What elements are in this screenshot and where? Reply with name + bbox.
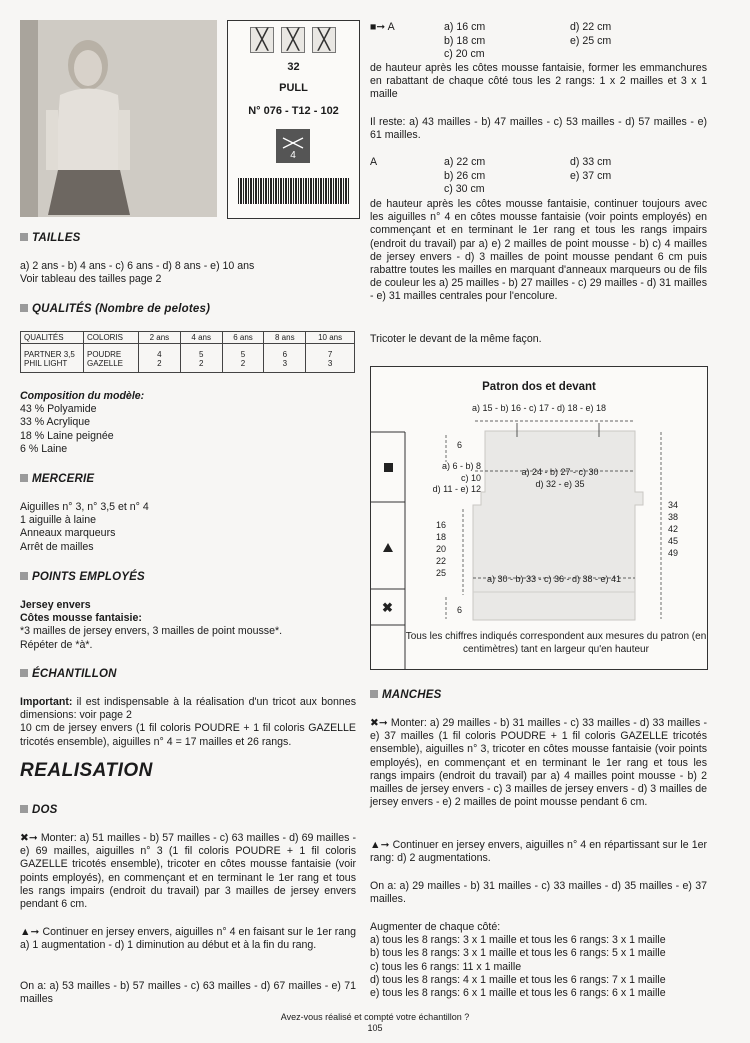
composition-item: 33 % Acrylique — [20, 416, 91, 429]
diagram-title: Patron dos et devant — [482, 381, 596, 393]
page-number: 105 — [367, 1023, 383, 1033]
realisation-title: REALISATION — [20, 760, 153, 781]
section-echantillon-heading: ÉCHANTILLON — [20, 668, 117, 681]
devant-paragraph: Tricoter le devant de la même façon. — [370, 333, 542, 345]
footer-question: Avez-vous réalisé et compté votre échantillon ? — [280, 1012, 470, 1022]
pattern-number: 32 — [287, 61, 300, 73]
list-item: 1 aiguille à laine — [20, 514, 96, 527]
left-height-labels: 16 18 20 22 25 — [435, 520, 446, 578]
composition-heading: Composition du modèle: — [20, 390, 145, 402]
coloris-2: GAZELLE — [87, 359, 124, 368]
yarn-table — [20, 331, 355, 373]
triangle-marker-icon — [383, 543, 393, 552]
coloris-cell — [84, 344, 139, 373]
point-cotes: Côtes mousse fantaisie: — [20, 612, 142, 625]
right-height-labels: 34 38 42 45 49 — [667, 500, 678, 558]
tri-heights-left: a) 22 cm b) 26 cm c) 30 cm — [444, 156, 486, 195]
sizes-note: Voir tableau des tailles page 2 — [20, 273, 162, 286]
mid-width-labels: a) 24 - b) 27 - c) 30 d) 32 - e) 35 — [521, 467, 599, 489]
bottom-height-label: 6 — [457, 605, 463, 615]
dos-paragraph-2: ▲➞ Continuer en jersey envers, aiguilles n° 4 en faisant sur le 1er rang a) 1 augmentation - d) 1 diminution au début et à la fin du rang. — [20, 926, 356, 952]
qty-cell: 5 2 — [222, 344, 264, 373]
reste-paragraph: Il reste: a) 43 mailles - b) 47 mailles - c) 53 mailles - d) 57 mailles - e) 61 mailles. — [370, 116, 707, 142]
point-desc: *3 mailles de jersey envers, 3 mailles de point mousse*. — [20, 625, 283, 638]
manches-paragraph-1: ✖➞ Monter: a) 29 mailles - b) 31 mailles - c) 33 mailles - d) 33 mailles - e) 37 mailles (1 fil coloris POUDRE + 1 fil coloris GAZELLE tricotés ensemble), aiguilles n° 3, tricoter en côtes mousse fantaisie (voir points employés), en commençant et en terminant le 1er rang et tous les rangs impairs (endroit du travail) par a) 4 mailles point mousse - b) 2 mailles de jersey envers - c) 3 mailles de jersey envers - d) 3 mailles de jersey envers - e) 2 mailles de point mousse pendant 6 cm. — [370, 717, 708, 809]
manches-paragraph-2: ▲➞ Continuer en jersey envers, aiguilles n° 4 en répartissant sur le 1er rang: d) 2 augmentations. — [370, 839, 708, 865]
child-photo-illustration — [20, 20, 217, 217]
pattern-reference: N° 076 - T12 - 102 — [248, 105, 339, 117]
points-block — [20, 599, 355, 652]
square-marker-icon — [384, 463, 393, 472]
section-qualites-heading: QUALITÉS (Nombre de pelotes) — [20, 303, 210, 316]
pattern-name: PULL — [279, 82, 308, 94]
qty-cell: 5 2 — [180, 344, 222, 373]
mercerie-list — [20, 501, 355, 554]
composition-item: 6 % Laine — [20, 442, 68, 455]
qualite-cell — [21, 344, 84, 373]
augmentations-block — [370, 921, 707, 1000]
dos-paragraph-3: On a: a) 53 mailles - b) 57 mailles - c) 63 mailles - d) 67 mailles - e) 71 mailles — [20, 980, 356, 1006]
composition-item: 43 % Polyamide — [20, 403, 97, 416]
cross-icon: ✖➞ — [20, 832, 41, 844]
needle-icon — [276, 129, 310, 163]
barcode — [238, 178, 349, 204]
list-item: c) tous les 6 rangs: 11 x 1 maille — [370, 960, 522, 973]
section-tailles-heading: TAILLES — [20, 232, 80, 245]
section-mercerie-heading: MERCERIE — [20, 473, 94, 486]
table-header-row — [21, 332, 355, 344]
triangle-icon: ▲➞ — [370, 839, 393, 851]
composition-block — [20, 390, 355, 456]
needle-size: 4 — [290, 150, 296, 161]
sizes-list: a) 2 ans - b) 4 ans - c) 6 ans - d) 8 ans - e) 10 ans — [20, 260, 255, 272]
manches-paragraph-3: On a: a) 29 mailles - b) 31 mailles - c) 33 mailles - d) 35 mailles - e) 37 mailles. — [370, 880, 707, 906]
section-points-heading: POINTS EMPLOYÉS — [20, 571, 145, 584]
pattern-info-box — [227, 20, 360, 219]
stitch-icon-1: ╳ — [250, 27, 274, 53]
column-header: 6 ans — [222, 332, 264, 344]
list-item: d) tous les 8 rangs: 4 x 1 maille et tous les 6 rangs: 7 x 1 maille — [370, 973, 666, 986]
top-height-label: 6 — [457, 440, 463, 450]
column-header: 10 ans — [306, 332, 355, 344]
composition-item: 18 % Laine peignée — [20, 429, 114, 442]
cross-marker-icon: ✖ — [382, 600, 393, 615]
coloris-1: POUDRE — [87, 350, 122, 359]
list-item: Arrêt de mailles — [20, 540, 94, 553]
footer — [0, 1012, 750, 1034]
important-paragraph: Important: il est indispensable à la réalisation d'un tricot aux bonnes dimensions: voir page 2 — [20, 696, 356, 722]
aug-heading: Augmenter de chaque côté: — [370, 921, 501, 933]
point-repeat: Répéter de *à*. — [20, 638, 93, 651]
qty-cell: 7 3 — [306, 344, 355, 373]
tri-heights-right: d) 33 cm e) 37 cm — [570, 156, 612, 182]
emmanchures-paragraph: de hauteur après les côtes mousse fantaisie, former les emmanchures en rabattant de chaque côté tous les 2 rangs: 1 x 2 mailles et 3 x 1 maille — [370, 62, 707, 101]
model-photo — [20, 20, 217, 217]
section-manches-heading: MANCHES — [370, 689, 442, 702]
section-dos-heading: DOS — [20, 804, 58, 817]
dos-paragraph-1: ✖➞ Monter: a) 51 mailles - b) 57 mailles - c) 63 mailles - d) 69 mailles - e) 69 mailles, aiguilles n° 3 (1 fil coloris POUDRE + 1 fil coloris GAZELLE tricotés ensemble), tricoter en côtes mousse fantaisie (voir points employés), en commençant et en terminant le 1er rang et tous les rangs impairs (endroit du travail) par 3 mailles de jersey envers pendant 6 cm. — [20, 832, 356, 911]
a-label: A — [370, 156, 378, 168]
echantillon-block — [20, 696, 356, 749]
top-width-label: a) 15 - b) 16 - c) 17 - d) 18 - e) 18 — [471, 403, 607, 413]
cross-icon: ✖➞ — [370, 717, 391, 729]
pattern-diagram — [370, 366, 708, 670]
qualite-2: PHIL LIGHT — [24, 359, 68, 368]
list-item: Aiguilles n° 3, n° 3,5 et n° 4 — [20, 501, 149, 513]
gauge-paragraph: 10 cm de jersey envers (1 fil coloris POUDRE + 1 fil coloris GAZELLE tricotés ensemble), aiguilles n° 4 = 17 mailles et 26 rangs. — [20, 722, 356, 748]
square-heights-left: a) 16 cm b) 18 cm c) 20 cm — [444, 21, 486, 60]
square-heights-right: d) 22 cm e) 25 cm — [570, 21, 612, 47]
stitch-icon-3: ╳ — [312, 27, 336, 53]
column-header: 4 ans — [180, 332, 222, 344]
qualite-1: PARTNER 3,5 — [24, 350, 75, 359]
bottom-width-label: a) 30 - b) 33 - c) 36 - d) 38 - e) 41 — [486, 574, 622, 584]
column-header: COLORIS — [84, 332, 139, 344]
triangle-icon: ▲➞ — [20, 926, 43, 938]
qty-cell: 6 3 — [264, 344, 306, 373]
column-header: 8 ans — [264, 332, 306, 344]
diagram-note: Tous les chiffres indiqués correspondent aux mesures du patron (en centimètres) tant en largeur qu'en hauteur — [405, 631, 707, 655]
qty-cell: 4 2 — [139, 344, 181, 373]
stitch-icon-2: ╳ — [281, 27, 305, 53]
list-item: e) tous les 8 rangs: 6 x 1 maille et tous les 6 rangs: 6 x 1 maille — [370, 987, 666, 1000]
list-item: a) tous les 8 rangs: 3 x 1 maille et tous les 6 rangs: 3 x 1 maille — [370, 934, 666, 947]
tailles-text — [20, 260, 355, 286]
point-jersey: Jersey envers — [20, 599, 91, 611]
column-header: QUALITÉS — [21, 332, 84, 344]
column-header: 2 ans — [139, 332, 181, 344]
encolure-paragraph: de hauteur après les côtes mousse fantaisie, continuer toujours avec les aiguilles n° 4 en côtes mousse fantaisie (voir points employés) en commençant et en terminant le 1er rang et tous les rangs impairs (endroit du travail) par a) e) 2 mailles de point mousse - b) c) 4 mailles de jersey envers - d) 3 mailles de point mousse pendant 6 cm puis rabattre toutes les mailles en marquant d'anneaux marqueurs ou de fils de couleur les a) 25 mailles - b) 27 mailles - c) 29 mailles - d) 31 mailles - e) 31 mailles centrales pour l'encolure. — [370, 198, 707, 303]
square-icon-label: ■➞ A — [370, 21, 395, 33]
shoulder-labels: a) 6 - b) 8 c) 10 d) 11 - e) 12 — [432, 461, 481, 494]
list-item: Anneaux marqueurs — [20, 527, 116, 540]
list-item: b) tous les 8 rangs: 3 x 1 maille et tous les 6 rangs: 5 x 1 maille — [370, 947, 666, 960]
table-row — [21, 344, 355, 373]
